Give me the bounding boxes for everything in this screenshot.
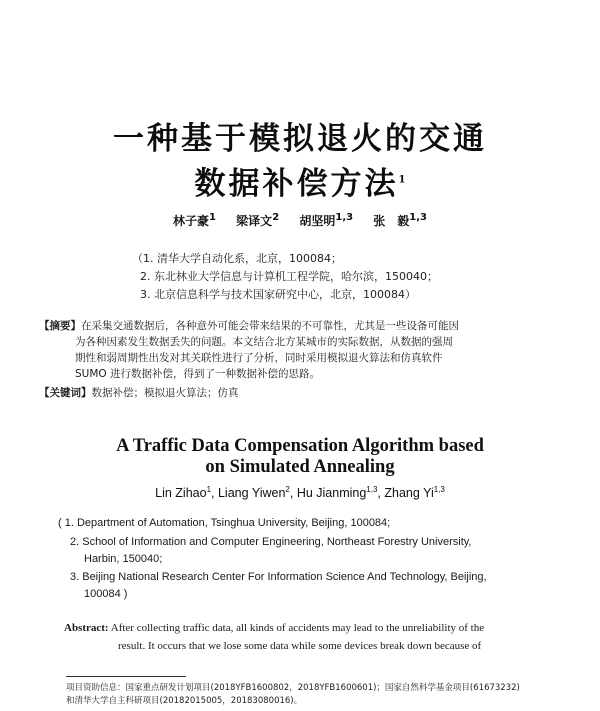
abstract-cn	[39, 318, 559, 382]
paper-title-cn-line1: 一种基于模拟退火的交通	[113, 121, 487, 157]
keywords-cn-label: 【关键词】	[39, 387, 92, 399]
abstract-en-line2: result. It occurs that we lose some data while some devices break down because of	[118, 640, 482, 652]
author-cn: 梁译文$^2$	[236, 212, 280, 228]
author-list-en: Lin Zihao$^1$, Liang Yiwen$^2$, Hu Jianming$^{1,3}$, Zhang Yi$^{1,3}$	[155, 485, 445, 501]
author-en: Lin Zihao$^1$	[155, 485, 212, 501]
author-list-cn	[0, 212, 600, 229]
affiliation-en-3-cont: 100084 )	[84, 588, 128, 600]
affiliation-en-1: ( 1. Department of Automation, Tsinghua University, Beijing, 100084;	[58, 517, 391, 529]
affiliation-cn-2: 2. 东北林业大学信息与计算机工程学院，哈尔滨，150040；	[140, 270, 438, 283]
footnote-line1: 项目资助信息：国家重点研发计划项目(2018YFB1600802，2018YFB1600601)；国家自然科学基金项目(61673232)	[66, 683, 520, 693]
abstract-cn-line: 为各种因素发生数据丢失的问题。本文结合北方某城市的实际数据，从数据的强周	[75, 336, 453, 348]
author-cn: 张 毅$^{1,3}$	[373, 212, 427, 228]
affiliation-cn-3: 3. 北京信息科学与技术国家研究中心，北京，100084）	[140, 288, 416, 301]
keywords-cn	[39, 385, 239, 400]
author-cn: 林子豪$^1$	[173, 212, 216, 228]
author-cn: 胡坚明$^{1,3}$	[299, 212, 354, 228]
abstract-en-line1: Abstract: After collecting traffic data, all kinds of accidents may lead to the unreliability of the	[64, 622, 485, 634]
footnote-line2: 和清华大学自主科研项目(20182015005，20183080016)。	[66, 696, 303, 706]
author-en: Zhang Yi$^{1,3}$	[384, 485, 445, 501]
abstract-cn-label: 【摘要】	[39, 320, 81, 332]
paper-title-en-line1: A Traffic Data Compensation Algorithm based	[116, 436, 484, 456]
abstract-cn-line: SUMO 进行数据补偿，得到了一种数据补偿的思路。	[75, 368, 321, 380]
title-footnote-marker: 1	[398, 174, 406, 186]
affiliation-en-3: 3. Beijing National Research Center For Information Science And Technology, Beijing,	[70, 571, 487, 583]
paper-title-en-line2: on Simulated Annealing	[205, 457, 395, 477]
abstract-en-label: Abstract:	[64, 622, 109, 634]
abstract-cn-line: 在采集交通数据后，各种意外可能会带来结果的不可靠性，尤其是一些设备可能因	[81, 320, 459, 332]
keywords-cn-text: 数据补偿；模拟退火算法；仿真	[91, 387, 239, 399]
author-en: Hu Jianming$^{1,3}$	[296, 485, 378, 501]
affiliation-en-2-cont: Harbin, 150040;	[84, 553, 163, 565]
author-en: Liang Yiwen$^2$	[217, 485, 290, 501]
paper-title-cn-line2	[0, 158, 600, 203]
footnote-divider	[66, 676, 186, 677]
affiliation-cn-1: （1. 清华大学自动化系，北京，100084；	[132, 252, 342, 265]
affiliation-en-2: 2. School of Information and Computer Engineering, Northeast Forestry University,	[70, 536, 472, 548]
abstract-cn-line: 期性和弱周期性出发对其关联性进行了分析，同时采用模拟退火算法和仿真软件	[75, 352, 443, 364]
title-cn-line2-text: 数据补偿方法	[194, 166, 399, 202]
